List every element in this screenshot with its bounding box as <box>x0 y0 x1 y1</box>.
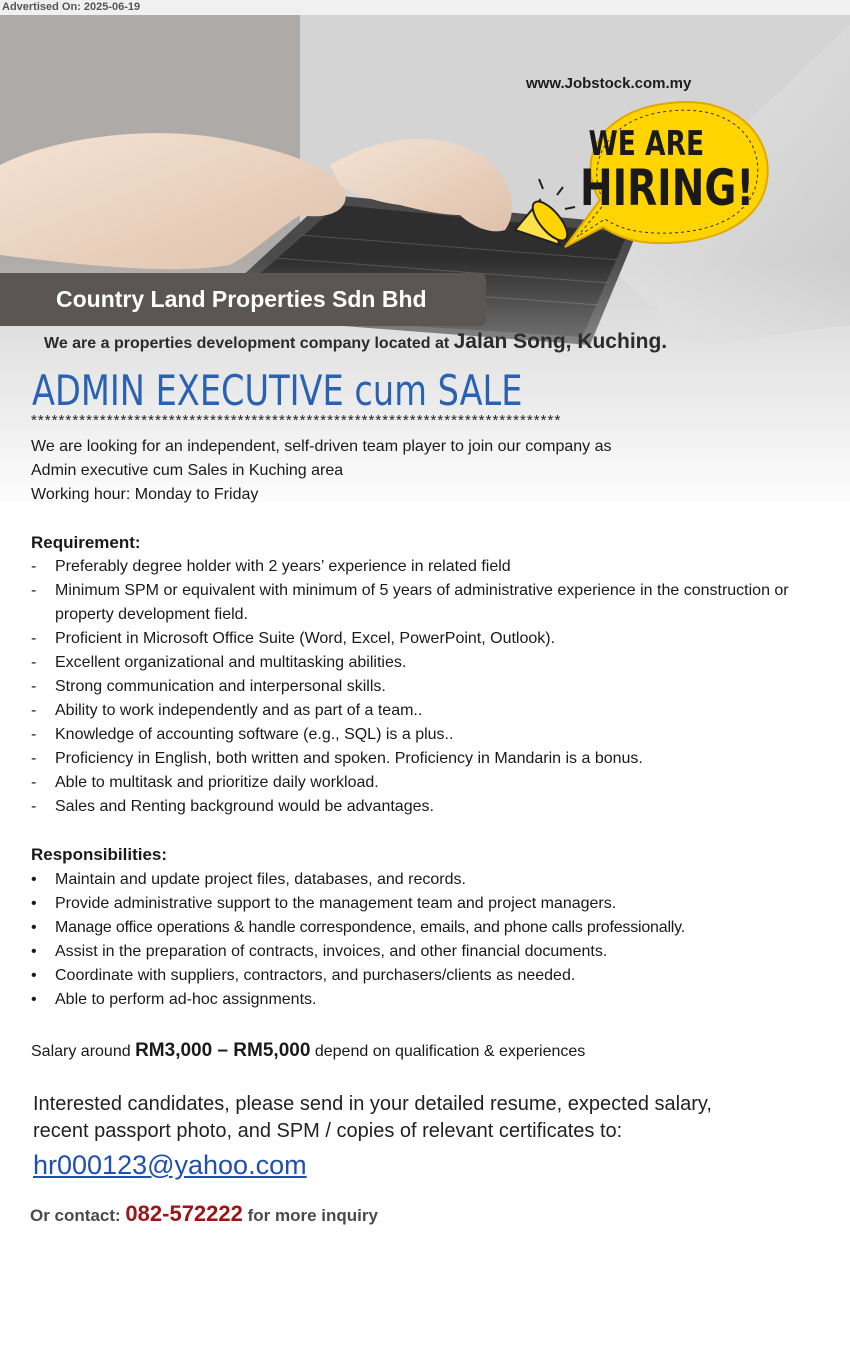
intro-line: We are looking for an independent, self-driven team player to join our company as <box>31 438 612 455</box>
list-item: • Able to perform ad-hoc assignments. <box>31 991 317 1008</box>
list-item: - Knowledge of accounting software (e.g., SQL) is a plus.. <box>31 726 454 743</box>
list-item: - Proficiency in English, both written and spoken. Proficiency in Mandarin is a bonus. <box>31 750 643 767</box>
list-item: - Preferably degree holder with 2 years’ experience in related field <box>31 558 511 575</box>
list-item: - Ability to work independently and as part of a team.. <box>31 702 423 719</box>
responsibilities-heading: Responsibilities: <box>31 845 168 864</box>
tagline-prefix: We are a properties development company located at <box>44 335 450 352</box>
requirements-heading: Requirement: <box>31 533 141 552</box>
advertised-bar <box>0 0 850 15</box>
contact-prefix: Or contact: <box>30 1206 121 1225</box>
apply-instruction: recent passport photo, and SPM / copies of relevant certificates to: <box>33 1120 623 1142</box>
list-item: • Coordinate with suppliers, contractors, and purchasers/clients as needed. <box>31 967 576 984</box>
tagline-location: Jalan Song, Kuching. <box>453 330 668 353</box>
list-item: - Proficient in Microsoft Office Suite (Word, Excel, PowerPoint, Outlook). <box>31 630 556 647</box>
list-item: • Maintain and update project files, databases, and records. <box>31 871 466 888</box>
badge-line2: HIRING! <box>580 159 755 217</box>
megaphone-icon <box>515 179 575 246</box>
company-tagline <box>44 330 667 354</box>
responsibilities-list <box>31 868 685 1012</box>
intro-line: Admin executive cum Sales in Kuching area <box>31 462 344 479</box>
salary-line <box>31 1040 585 1062</box>
website-url: www.Jobstock.com.my <box>526 75 692 92</box>
list-item: - Excellent organizational and multitasking abilities. <box>31 654 407 671</box>
salary-prefix: Salary around <box>31 1043 131 1060</box>
requirements-list <box>31 555 795 819</box>
advertised-date: Advertised On: 2025-06-19 <box>2 1 141 13</box>
phone-number[interactable]: 082-572222 <box>125 1201 243 1226</box>
list-item: • Provide administrative support to the management team and project managers. <box>31 895 617 912</box>
salary-suffix: depend on qualification & experiences <box>314 1043 586 1060</box>
list-item: - Strong communication and interpersonal skills. <box>31 678 386 695</box>
salary-range: RM3,000 – RM5,000 <box>135 1040 311 1061</box>
star-separator: ***************************************************************************** <box>31 412 562 429</box>
email-link[interactable]: hr000123@yahoo.com <box>33 1150 307 1180</box>
list-item: • Assist in the preparation of contracts, invoices, and other financial documents. <box>31 943 608 960</box>
list-item: - Able to multitask and prioritize daily workload. <box>31 774 379 791</box>
company-banner <box>0 273 486 326</box>
job-title: ADMIN EXECUTIVE cum SALE <box>32 366 523 415</box>
list-item: • Manage office operations & handle correspondence, emails, and phone calls professionally. <box>31 919 686 936</box>
intro-line: Working hour: Monday to Friday <box>31 486 259 503</box>
company-name: Country Land Properties Sdn Bhd <box>56 286 427 312</box>
we-are-hiring-badge <box>580 124 755 217</box>
contact-line <box>30 1201 378 1227</box>
contact-suffix: for more inquiry <box>247 1206 378 1225</box>
list-item: - Minimum SPM or equivalent with minimum of 5 years of administrative experience in the construction or property development field. <box>31 582 789 623</box>
badge-line1: WE ARE <box>588 124 705 164</box>
list-item: - Sales and Renting background would be advantages. <box>31 798 434 815</box>
apply-instruction: Interested candidates, please send in your detailed resume, expected salary, <box>33 1093 712 1115</box>
